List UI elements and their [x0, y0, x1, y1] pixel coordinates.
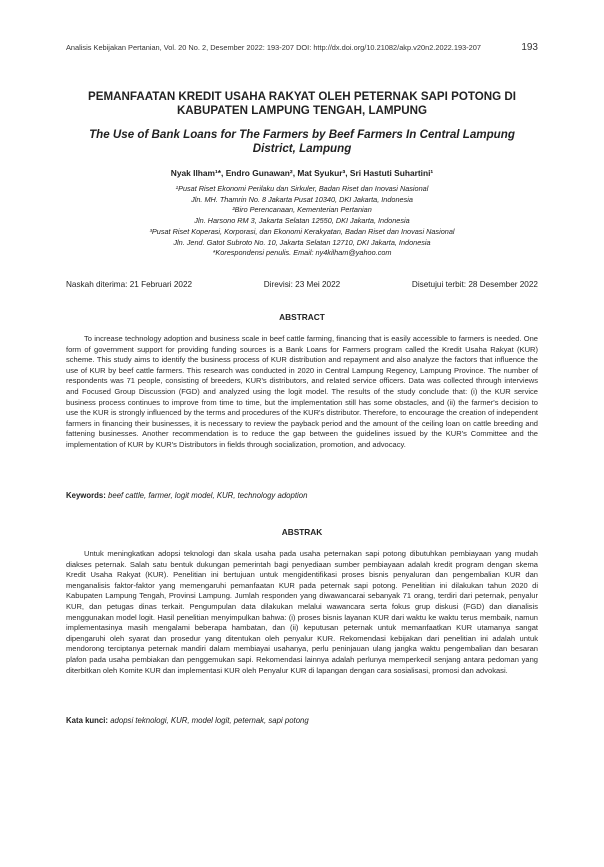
- affiliation-line: ²Biro Perencanaan, Kementerian Pertanian: [232, 205, 372, 215]
- affiliation-line: ³Pusat Riset Koperasi, Korporasi, dan Ekonomi Kerakyatan, Badan Riset dan Inovasi Nasional: [149, 226, 455, 236]
- affiliation-line: Jln. Harsono RM 3, Jakarta Selatan 12550, DKI Jakarta, Indonesia: [194, 216, 410, 226]
- correspondence-line: *Korespondensi penulis. Email: ny4kilham@yahoo.com: [212, 248, 392, 258]
- abstract-body: To increase technology adoption and business scale in beef cattle farming, financing that is easily accessible to farmers is needed. One form of government support for providing funding sources is a Bank Loans for Farmers program called the Kredit Usaha Rakyat (KUR) scheme. This study aims to identify the business process of KUR distribution and repayment and also analyze the factors that influence the use of KUR by beef cattle farmers. This research was conducted in 2020 in Central Lampung Regency, Lampung Province. The number of respondents was 71 people, consisting of breeders, KUR's distributors, and related service officers. Data was collected through interviews and Focused Group Discussion (FGD) and analyzed using the logit model. The results of the study conclude that: (i) the KUR service business process continues to improve from time to time, but the implementation still has some obstacles, and (ii) the farmer's decision to use the KUR is strongly influenced by the terms and procedures of the KUR's distributor. Therefore, to encourage the creation of independent farmers in financing their businesses, it is necessary to review the payback period and the amount of the ceiling loan on cattle breeding and fattening businesses. Another recommendation is to reduce the gap between the guidelines issued by the KUR's Committee and the implementation of KUR by KUR's Distributors in fields through socialization, promotion, and advocacy.: [66, 334, 538, 449]
- affiliations: [60, 184, 544, 259]
- title-english: The Use of Bank Loans for The Farmers by Beef Farmers In Central Lampung District, Lampung: [89, 128, 515, 155]
- kata-kunci-label: Kata kunci:: [66, 716, 109, 725]
- keywords-label: Keywords:: [66, 491, 106, 500]
- manuscript-dates: [66, 280, 538, 289]
- author-list: Nyak Ilham¹*, Endro Gunawan², Mat Syukur³, Sri Hastuti Suhartini¹: [170, 168, 434, 178]
- affiliation-line: Jln. MH. Thamrin No. 8 Jakarta Pusat 10340, DKI Jakarta, Indonesia: [191, 194, 413, 204]
- abstract-heading: ABSTRACT: [279, 312, 325, 322]
- abstrak-heading: ABSTRAK: [281, 527, 323, 537]
- date-received: Naskah diterima: 21 Februari 2022: [66, 280, 193, 289]
- kata-kunci-text: adopsi teknologi, KUR, model logit, peternak, sapi potong: [110, 716, 309, 725]
- title-indonesian: PEMANFAATAN KREDIT USAHA RAKYAT OLEH PETERNAK SAPI POTONG DI KABUPATEN LAMPUNG TENGAH, LAMPUNG: [88, 90, 516, 117]
- running-header: [66, 42, 538, 53]
- kata-kunci-line: [66, 716, 538, 725]
- page-number: 193: [521, 42, 538, 53]
- keywords-line: [66, 491, 538, 500]
- date-approved: Disetujui terbit: 28 Desember 2022: [411, 280, 538, 289]
- affiliation-line: Jln. Jend. Gatot Subroto No. 10, Jakarta Selatan 12710, DKI Jakarta, Indonesia: [173, 237, 431, 247]
- affiliation-line: ¹Pusat Riset Ekonomi Perilaku dan Sirkuler, Badan Riset dan Inovasi Nasional: [175, 184, 429, 193]
- keywords-text: beef cattle, farmer, logit model, KUR, technology adoption: [108, 491, 308, 500]
- abstrak-body: Untuk meningkatkan adopsi teknologi dan skala usaha pada usaha peternakan sapi potong dibutuhkan pembiayaan yang mudah diakses peternak. Salah satu bentuk dukungan pemerintah bagi penyediaan sumber pembiayaan adalah kredit program dengan skema Kredit Usaha Rakyat (KUR). Penelitian ini bertujuan untuk mengidentifikasi proses bisnis penyaluran dan pengembalian KUR dan menganalisis faktor-faktor yang memengaruhi pemanfaatan KUR pada peternak sapi potong. Penelitian ini dilakukan tahun 2020 di Kabupaten Lampung Tengah, Provinsi Lampung. Jumlah responden yang diwawancarai sebanyak 71 orang, terdiri dari peternak, penyalur KUR, dan petugas dinas terkait. Pengumpulan data dilakukan melalui wawancara serta fokus grup diskusi (FGD) dan dianalisis menggunakan model logit. Hasil penelitian menyimpulkan bahwa: (i) proses bisnis layanan KUR dari waktu ke waktu terus membaik, namun implementasinya masih mengalami beberapa hambatan, dan (ii) keputusan peternak untuk memanfaatkan KUR utamanya sangat dipengaruhi oleh syarat dan prosedur yang ditentukan oleh penyalur KUR. Rekomendasi kebijakan dari penelitian ini adalah untuk mendorong terciptanya peternak mandiri dalam membiayai usahanya, perlu peninjauan ulang jangka waktu pengembalian dan besaran plafon pada usaha pembiakan dan penggemukan sapi. Rekomendasi lainnya adalah perlunya memperkecil senjang antara pedoman yang diterbitkan oleh Komite KUR dan implementasi KUR oleh Penyalur KUR di lapangan dengan cara sosialisasi, promosi dan advokasi.: [66, 549, 538, 675]
- date-revised: Direvisi: 23 Mei 2022: [263, 280, 341, 289]
- citation-line: Analisis Kebijakan Pertanian, Vol. 20 No. 2, Desember 2022: 193-207 DOI: http://dx.doi.org/10.21082/akp.v20n2.2022.193-207: [66, 43, 481, 52]
